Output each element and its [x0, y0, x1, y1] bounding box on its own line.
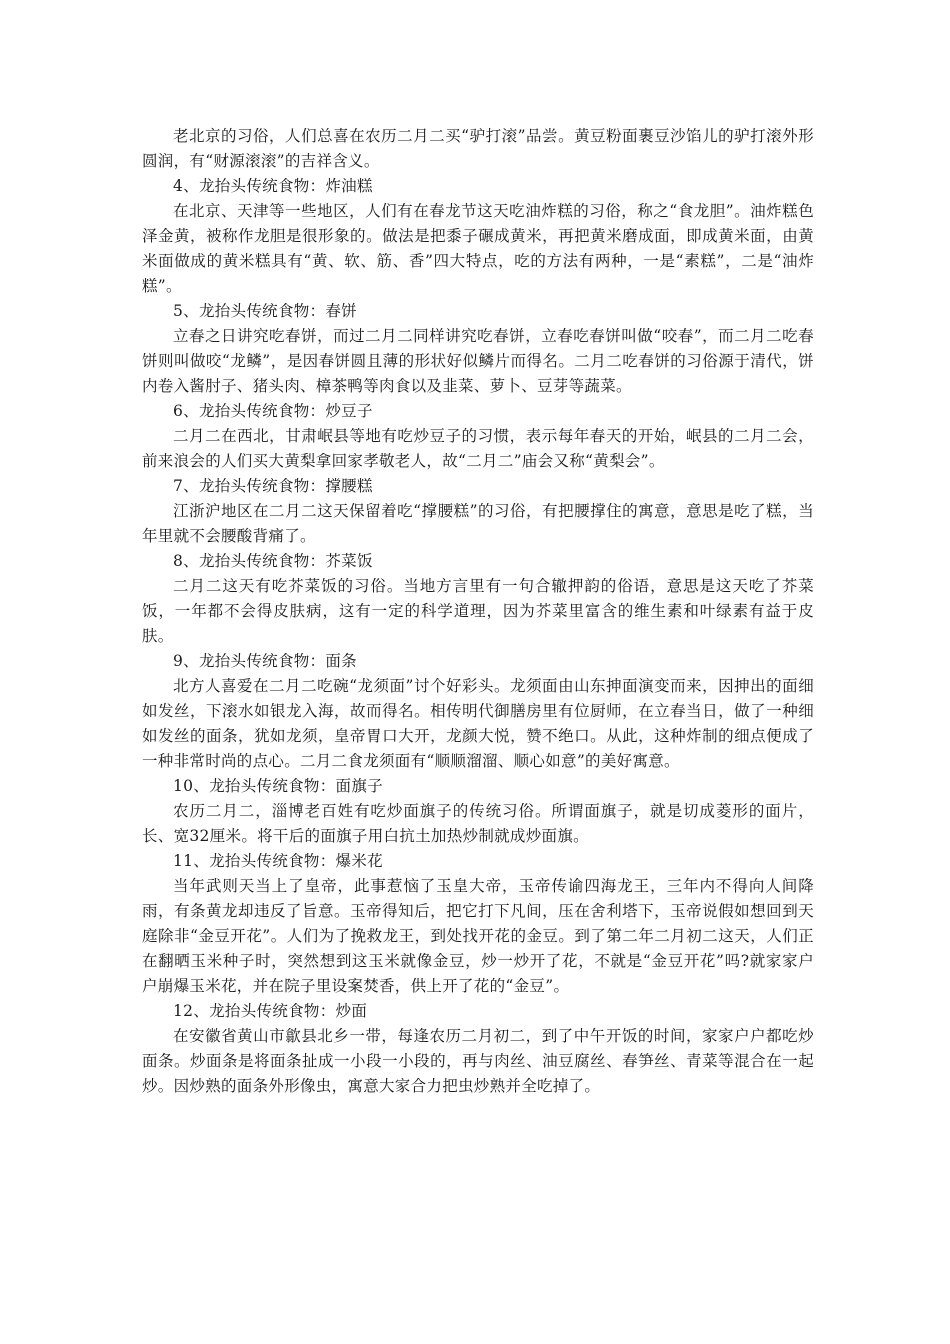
- intro-paragraph: 老北京的习俗，人们总喜在农历二月二买“驴打滚”品尝。黄豆粉面裹豆沙馅儿的驴打滚外形圆润，有“财源滚滚”的吉祥含义。: [142, 127, 814, 170]
- section-paragraph-5: 立春之日讲究吃春饼，而过二月二同样讲究吃春饼，立春吃春饼叫做“咬春”，而二月二吃春饼则叫做咬“龙鳞”，是因春饼圆且薄的形状好似鳞片而得名。二月二吃春饼的习俗源于清代，饼内卷入酱肘子、猪头肉、樟茶鸭等肉食以及韭菜、萝卜、豆芽等蔬菜。: [142, 327, 814, 395]
- section-paragraph-8: 二月二这天有吃芥菜饭的习俗。当地方言里有一句合辙押韵的俗语，意思是这天吃了芥菜饭，一年都不会得皮肤病，这有一定的科学道理，因为芥菜里富含的维生素和叶绿素有益于皮肤。: [142, 577, 814, 645]
- section-heading-4: 4、龙抬头传统食物：炸油糕: [173, 177, 373, 195]
- section-heading-7: 7、龙抬头传统食物：撑腰糕: [173, 477, 373, 495]
- section-paragraph-6: 二月二在西北，甘肃岷县等地有吃炒豆子的习惯，表示每年春天的开始，岷县的二月二会，前来浪会的人们买大黄梨拿回家孝敬老人，故“二月二”庙会又称“黄梨会”。: [142, 427, 814, 470]
- section-paragraph-9: 北方人喜爱在二月二吃碗“龙须面”讨个好彩头。龙须面由山东抻面演变而来，因抻出的面细如发丝，下滚水如银龙入海，故而得名。相传明代御膳房里有位厨师，在立春当日，做了一种细如发丝的面条，犹如龙须，皇帝胃口大开，龙颜大悦，赞不绝口。从此，这种炸制的细点便成了一种非常时尚的点心。二月二食龙须面有“顺顺溜溜、顺心如意”的美好寓意。: [142, 677, 814, 770]
- section-paragraph-7: 江浙沪地区在二月二这天保留着吃“撑腰糕”的习俗，有把腰撑住的寓意，意思是吃了糕，当年里就不会腰酸背痛了。: [142, 502, 814, 545]
- section-heading-10: 10、龙抬头传统食物：面旗子: [173, 777, 383, 795]
- section-heading-5: 5、龙抬头传统食物：春饼: [173, 302, 357, 320]
- section-heading-8: 8、龙抬头传统食物：芥菜饭: [173, 552, 373, 570]
- section-paragraph-4: 在北京、天津等一些地区，人们有在春龙节这天吃油炸糕的习俗，称之“食龙胆”。油炸糕色泽金黄，被称作龙胆是很形象的。做法是把黍子碾成黄米，再把黄米磨成面，即成黄米面，由黄米面做成的黄米糕具有“黄、软、筋、香”四大特点，吃的方法有两种，一是“素糕”，二是“油炸糕”。: [142, 202, 814, 295]
- section-heading-12: 12、龙抬头传统食物：炒面: [173, 1002, 368, 1020]
- section-paragraph-10: 农历二月二，淄博老百姓有吃炒面旗子的传统习俗。所谓面旗子，就是切成菱形的面片，长、宽32厘米。将干后的面旗子用白抗土加热炒制就成炒面旗。: [142, 802, 814, 845]
- section-paragraph-11: 当年武则天当上了皇帝，此事惹恼了玉皇大帝，玉帝传谕四海龙王，三年内不得向人间降雨，有条黄龙却违反了旨意。玉帝得知后，把它打下凡间，压在舍利塔下，玉帝说假如想回到天庭除非“金豆开花”。人们为了挽救龙王，到处找开花的金豆。到了第二年二月初二这天，人们正在翻晒玉米种子时，突然想到这玉米就像金豆，炒一炒开了花，不就是“金豆开花”吗?就家家户户崩爆玉米花，并在院子里设案焚香，供上开了花的“金豆”。: [142, 877, 814, 995]
- document-page: [142, 124, 814, 1099]
- section-heading-6: 6、龙抬头传统食物：炒豆子: [173, 402, 373, 420]
- section-heading-11: 11、龙抬头传统食物：爆米花: [173, 852, 383, 870]
- section-paragraph-12: 在安徽省黄山市歙县北乡一带，每逢农历二月初二，到了中午开饭的时间，家家户户都吃炒面条。炒面条是将面条扯成一小段一小段的，再与肉丝、油豆腐丝、春笋丝、青菜等混合在一起炒。因炒熟的面条外形像虫，寓意大家合力把虫炒熟并全吃掉了。: [142, 1027, 814, 1095]
- section-heading-9: 9、龙抬头传统食物：面条: [173, 652, 357, 670]
